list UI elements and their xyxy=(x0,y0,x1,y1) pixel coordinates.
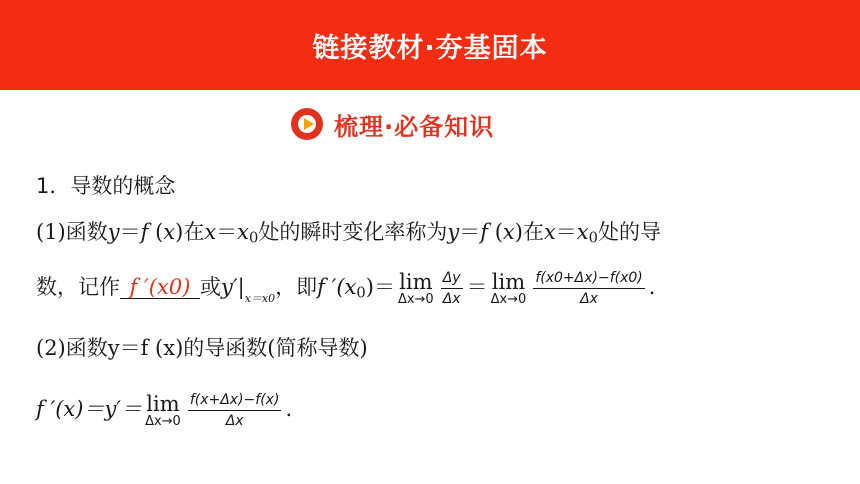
fraction-difference-quotient-x: $\frac{f(x+\Delta x)-f(x)}{\Delta x}$ xyxy=(189,392,280,429)
banner-title: 链接教材·夯基固本 xyxy=(312,32,548,64)
fraction-difference-quotient-x0: $\frac{f(x0+\Delta x)-f(x0)}{\Delta x}$ xyxy=(535,270,643,307)
section-heading xyxy=(290,106,494,142)
limit-1: lim Δx→0 xyxy=(397,269,434,307)
section-title: 梳理·必备知识 xyxy=(334,112,495,141)
header-banner xyxy=(0,0,860,90)
definition-line-2: 数，记作 f ′(x0) 或$y'|_{x=x0}$，即f $'(x_0)=$ lim Δx→0 $\frac{\Delta y}{\Delta x}$ ＝ lim Δx→0 $\frac{f(x0+\Delta x)-f(x0)}{\Delta x}$ . xyxy=(36,269,656,307)
derivative-function-line: (2)函数y＝f (x)的导函数(简称导数) xyxy=(36,336,368,360)
fraction-dy-dx: $\frac{\Delta y}{\Delta x}$ xyxy=(442,270,461,307)
derivative-function-formula: f ′(x)＝y′＝ lim Δx→0 $\frac{f(x+\Delta x)-f(x)}{\Delta x}$ . xyxy=(36,391,293,429)
limit-2: lim Δx→0 xyxy=(490,269,527,307)
definition-line-1: (1)函数y＝f (x)在$x=x_0$处的瞬时变化率称为y＝f (x)在$x=x_0$处的导 xyxy=(36,220,661,247)
limit-3: lim Δx→0 xyxy=(145,391,181,429)
play-circle-icon xyxy=(290,107,324,141)
concept-heading: 1．导数的概念 xyxy=(36,174,176,198)
answer-blank: f ′(x0) xyxy=(120,276,200,299)
